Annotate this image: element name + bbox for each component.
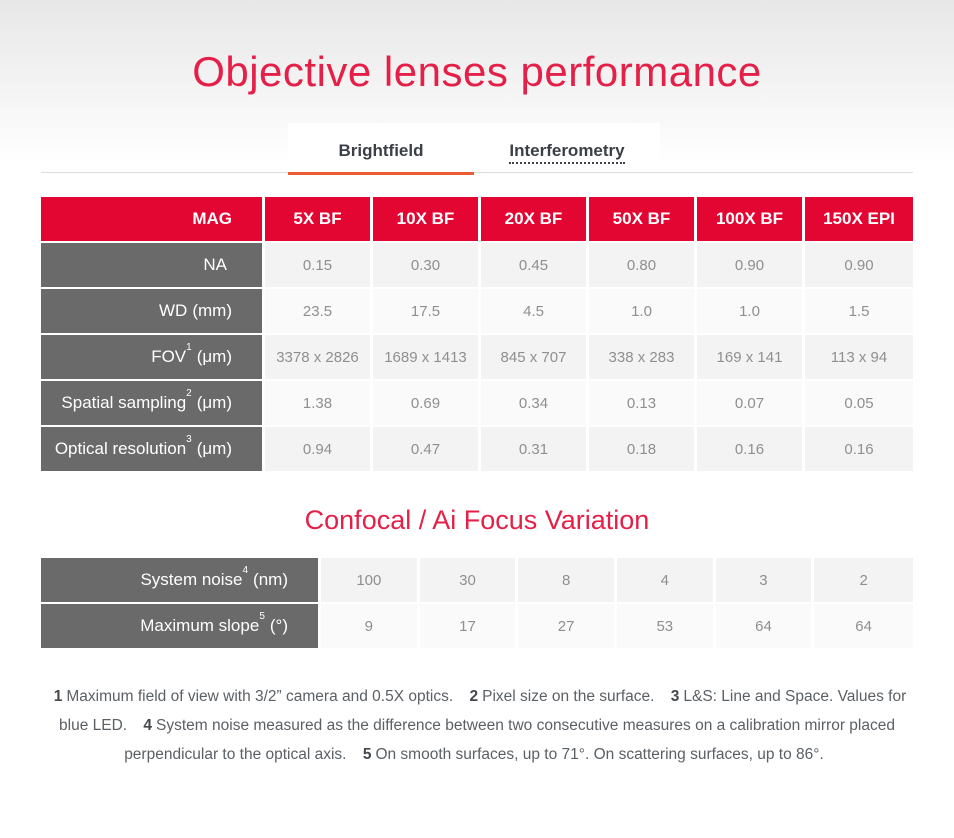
value-cell: 0.05 (805, 381, 913, 427)
value-cell: 0.80 (589, 243, 697, 289)
value-cell: 338 x 283 (589, 335, 697, 381)
table-row-wd (41, 289, 913, 335)
value-cell: 8 (518, 558, 617, 604)
footnote-1: 1 Maximum field of view with 3/2” camera and 0.5X optics. (53, 688, 454, 705)
header-cell: 5X BF (265, 197, 373, 243)
header-cell: 20X BF (481, 197, 589, 243)
value-cell: 1.5 (805, 289, 913, 335)
value-cell: 0.45 (481, 243, 589, 289)
header-cell: 50X BF (589, 197, 697, 243)
value-cell: 4.5 (481, 289, 589, 335)
row-label: System noise$^4$ (nm) (41, 558, 321, 604)
header-cell: MAG (41, 197, 265, 243)
confocal-table (41, 558, 913, 650)
table-row-fov (41, 335, 913, 381)
value-cell: 30 (420, 558, 519, 604)
value-cell: 113 x 94 (805, 335, 913, 381)
value-cell: 17.5 (373, 289, 481, 335)
header-cell: 150X EPI (805, 197, 913, 243)
value-cell: 3378 x 2826 (265, 335, 373, 381)
row-label: NA (41, 243, 265, 289)
value-cell: 64 (716, 604, 815, 650)
row-label: Optical resolution$^3$ (μm) (41, 427, 265, 473)
section-title: Confocal / Ai Focus Variation (304, 505, 650, 535)
value-cell: 3 (716, 558, 815, 604)
value-cell: 0.90 (805, 243, 913, 289)
value-cell: 17 (420, 604, 519, 650)
tab-interferometry[interactable] (474, 135, 660, 161)
table-row-spatial-sampling (41, 381, 913, 427)
value-cell: 0.16 (697, 427, 805, 473)
table-header-row (41, 197, 913, 243)
footnote-4: 4 System noise measured as the difference between two consecutive measures on a calibration mirror placed perpendicular to the optical axis. (124, 717, 895, 763)
row-label: Maximum slope$^5$ (°) (41, 604, 321, 650)
table-row-optical-resolution (41, 427, 913, 473)
value-cell: 169 x 141 (697, 335, 805, 381)
value-cell: 27 (518, 604, 617, 650)
value-cell: 100 (321, 558, 420, 604)
value-cell: 64 (814, 604, 913, 650)
tab-interferometry-label: Interferometry (509, 141, 624, 164)
value-cell: 2 (814, 558, 913, 604)
value-cell: 9 (321, 604, 420, 650)
page-title: Objective lenses performance (192, 48, 762, 95)
footnote-2: 2 Pixel size on the surface. (469, 688, 655, 705)
footnote-5: 5 On smooth surfaces, up to 71°. On scattering surfaces, up to 86°. (362, 746, 824, 763)
footnotes (37, 682, 917, 769)
row-label: WD (mm) (41, 289, 265, 335)
value-cell: 0.30 (373, 243, 481, 289)
value-cell: 53 (617, 604, 716, 650)
value-cell: 0.47 (373, 427, 481, 473)
value-cell: 0.07 (697, 381, 805, 427)
header-cell: 100X BF (697, 197, 805, 243)
row-label: Spatial sampling$^2$ (μm) (41, 381, 265, 427)
value-cell: 845 x 707 (481, 335, 589, 381)
value-cell: 1.0 (697, 289, 805, 335)
value-cell: 0.18 (589, 427, 697, 473)
value-cell: 0.13 (589, 381, 697, 427)
value-cell: 1.0 (589, 289, 697, 335)
value-cell: 1689 x 1413 (373, 335, 481, 381)
tabs-panel (288, 123, 660, 173)
footnote-3: 3 L&S: Line and Space. Values for blue LED. (59, 688, 907, 734)
value-cell: 0.15 (265, 243, 373, 289)
value-cell: 23.5 (265, 289, 373, 335)
tab-divider-rule (41, 172, 913, 173)
value-cell: 0.34 (481, 381, 589, 427)
value-cell: 0.31 (481, 427, 589, 473)
value-cell: 0.16 (805, 427, 913, 473)
value-cell: 4 (617, 558, 716, 604)
value-cell: 1.38 (265, 381, 373, 427)
active-tab-underline (288, 172, 474, 175)
value-cell: 0.94 (265, 427, 373, 473)
tab-bar (0, 127, 954, 173)
value-cell: 0.90 (697, 243, 805, 289)
header-cell: 10X BF (373, 197, 481, 243)
row-label: FOV$^1$ (μm) (41, 335, 265, 381)
tab-brightfield[interactable]: Brightfield (338, 141, 424, 160)
table-row-maximum-slope (41, 604, 913, 650)
table-row-na (41, 243, 913, 289)
objectives-table (41, 197, 913, 473)
value-cell: 0.69 (373, 381, 481, 427)
table-row-system-noise (41, 558, 913, 604)
